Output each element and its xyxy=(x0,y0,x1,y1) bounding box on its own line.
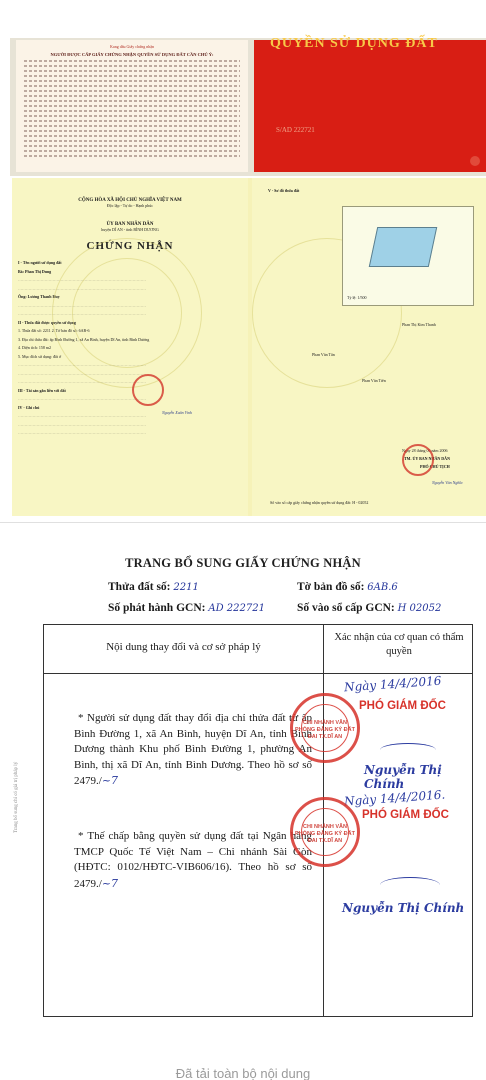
book-number: Số vào sổ cấp GCN: H 02052 xyxy=(297,602,442,614)
issue-number: Số phát hành GCN: AD 222721 xyxy=(108,602,265,614)
address-line: 3. Địa chỉ thửa đất: ấp Bình Đường 1, xã An Bình, huyện Dĩ An, tỉnh Bình Dương xyxy=(18,336,150,342)
change-entry-1: * Người sử dụng đất thay đổi địa chỉ thửa đất từ ấp Bình Đường 1, xã An Bình, huyện Dĩ An, tỉnh Bình Dương thành Khu phố Bình Đường 1, phường An Bình, thị xã Dĩ An, tỉnh Bình Dương. Theo hồ sơ số 2479./~7 xyxy=(74,712,312,787)
area-line: 4. Diện tích: 158 m2 xyxy=(18,345,51,350)
cover-stamp-text: Kang dấu Giấy chứng nhận xyxy=(110,44,154,49)
certificate-seal-right xyxy=(402,444,434,476)
book-number-value: H 02052 xyxy=(397,603,442,614)
cover-spread xyxy=(10,38,486,176)
certificate-signer-left: Nguyễn Xuân Vinh xyxy=(162,410,192,415)
plot-parcel xyxy=(369,227,438,267)
side-note: Trang bổ sung chỉ có giá trị pháp lý xyxy=(14,761,19,833)
camera-dot-icon xyxy=(470,156,480,166)
neighbor-3: Phan Văn Tiến xyxy=(362,377,386,383)
certificate-right-page xyxy=(252,178,486,516)
plot-line: 1. Thửa đất số: 2211 2. Tờ bản đồ số: 6AB-6 xyxy=(18,328,90,333)
certificate-title: CHỨNG NHẬN xyxy=(86,240,174,252)
section-notes: IV - Ghi chú xyxy=(18,404,40,410)
section-assets: III - Tài sản gắn liền với đất xyxy=(18,387,66,393)
issue-number-value: AD 222721 xyxy=(208,603,265,614)
cover-notes-heading: NGƯỜI ĐƯỢC CẤP GIẤY CHỨNG NHẬN QUYỀN SỬ DỤNG ĐẤT CẦN CHÚ Ý: xyxy=(50,52,214,57)
column-header-content: Nội dung thay đổi và cơ sở pháp lý xyxy=(106,641,261,653)
owner-1: Bà: Phan Thị Dung xyxy=(18,268,52,274)
supplement-title: TRANG BỔ SUNG GIẤY CHỨNG NHẬN xyxy=(125,556,361,570)
plot-map xyxy=(342,206,474,306)
plot-number-value: 2211 xyxy=(173,582,199,593)
map-number-value: 6AB.6 xyxy=(367,582,398,593)
certificate-left-page: CỘNG HÒA XÃ HỘI CHỦ NGHĨA VIỆT NAM Độc lập - Tự do - Hạnh phúc ỦY BAN NHÂN DÂN huyện DĨ AN - tỉnh BÌNH DƯƠNG CHỨNG NHẬN I - Tên người sử dụng đất Bà: Phan Thị Dung …………………………………………………………………………………… …………………………………………………………………………………… Ông: Lương Thanh Huy …………………………………………………………………………………… …………………………………………………………………………………… II - Thửa đất được quyền sử dụng 1. Thửa đất số: 2211 2. Tờ bản đồ số: 6AB-6 3. Địa chỉ thửa đất: ấp Bình Đường 1, xã An Bình, huyện Dĩ An, tỉnh Bình Dương 4. Diện tích: 158 m2 5. Mục đích sử dụng: đất ở …………………………………………………………………………………… …………………………………………………………………………………… …………………………………………………………………………………… III - Tài sản gắn liền với đất …………………………………………………………………………………… IV - Ghi chú …………………………………………………………………………………… …………………………………………………………………………………… …………………………………………………………………………………… Nguyễn Xuân Vinh xyxy=(12,178,248,516)
nation-heading: CỘNG HÒA XÃ HỘI CHỦ NGHĨA VIỆT NAM xyxy=(78,198,182,203)
sign-org: TM. ỦY BAN NHÂN DÂN xyxy=(404,455,450,461)
owner-2: Ông: Lương Thanh Huy xyxy=(18,294,60,299)
certificate-seal-left xyxy=(132,374,164,406)
plot-number: Thửa đất số: 2211 xyxy=(108,581,199,593)
confirm-signer-2: Nguyễn Thị Chính xyxy=(342,901,465,915)
section-plot: II - Thửa đất được quyền sử dụng xyxy=(18,319,76,325)
confirm-date-1: Ngày 14/4/2016 xyxy=(343,673,442,695)
cover-red-page xyxy=(254,36,486,172)
certificate-signer: Nguyễn Văn Nghĩa xyxy=(432,480,463,485)
committee-heading: ỦY BAN NHÂN DÂN xyxy=(106,222,154,227)
supplement-page xyxy=(0,522,486,1036)
office-seal-2: CHI NHÁNH VĂN PHÒNG ĐĂNG KÝ ĐẤT ĐAI TX.DĨ AN xyxy=(290,797,360,867)
signature-scribble-1 xyxy=(380,743,436,757)
committee-sub: huyện DĨ AN - tỉnh BÌNH DƯƠNG xyxy=(101,227,159,232)
map-section-title: V - Sơ đồ thửa đất xyxy=(268,187,300,193)
confirm-date-2: Ngày 14/4/2016. xyxy=(343,787,446,809)
sign-role: PHÓ CHỦ TỊCH xyxy=(420,463,450,469)
confirm-role-1: PHÓ GIÁM ĐỐC xyxy=(359,700,446,712)
certificate-spread xyxy=(12,178,486,516)
load-status: Đã tải toàn bộ nội dung xyxy=(175,1066,311,1080)
confirm-signer-1: Nguyễn Thị Chính xyxy=(364,763,442,791)
changes-table xyxy=(43,624,473,1017)
confirm-role-2: PHÓ GIÁM ĐỐC xyxy=(362,809,449,821)
cover-serial: S/AD 222721 xyxy=(276,126,315,134)
change-entry-2: * Thế chấp bằng quyền sử dụng đất tại Ngân hàng TMCP Quốc Tế Việt Nam – Chi nhánh Sài Gòn (HĐTC: 0102/HĐTC-VIB606/16). Theo hồ sơ số 2479./~7 xyxy=(74,830,312,890)
neighbor-2: Phan Văn Tân xyxy=(312,351,335,357)
cover-title: QUYỀN SỬ DỤNG ĐẤT xyxy=(270,36,438,51)
signature-scribble-2 xyxy=(380,877,440,893)
map-number: Tờ bản đồ số: 6AB.6 xyxy=(297,581,398,593)
neighbor-1: Phan Thị Kim Thanh xyxy=(402,321,436,327)
certificate-footer: Số vào sổ cấp giấy chứng nhận quyền sử dụng đất: H - 02052 xyxy=(270,499,369,505)
office-seal-1: CHI NHÁNH VĂN PHÒNG ĐĂNG KÝ ĐẤT ĐAI TX.DĨ AN xyxy=(290,693,360,763)
section-owner: I - Tên người sử dụng đất xyxy=(18,260,62,265)
nation-motto: Độc lập - Tự do - Hạnh phúc xyxy=(106,203,154,208)
sign-date: Ngày 28 tháng 06 năm 2006 xyxy=(402,447,448,453)
map-scale: Tỷ lệ: 1/500 xyxy=(347,295,367,300)
cover-notes-page xyxy=(16,40,248,172)
usage-line: 5. Mục đích sử dụng: đất ở xyxy=(18,353,62,359)
column-header-confirm: Xác nhận của cơ quan có thẩm quyền xyxy=(334,632,464,657)
